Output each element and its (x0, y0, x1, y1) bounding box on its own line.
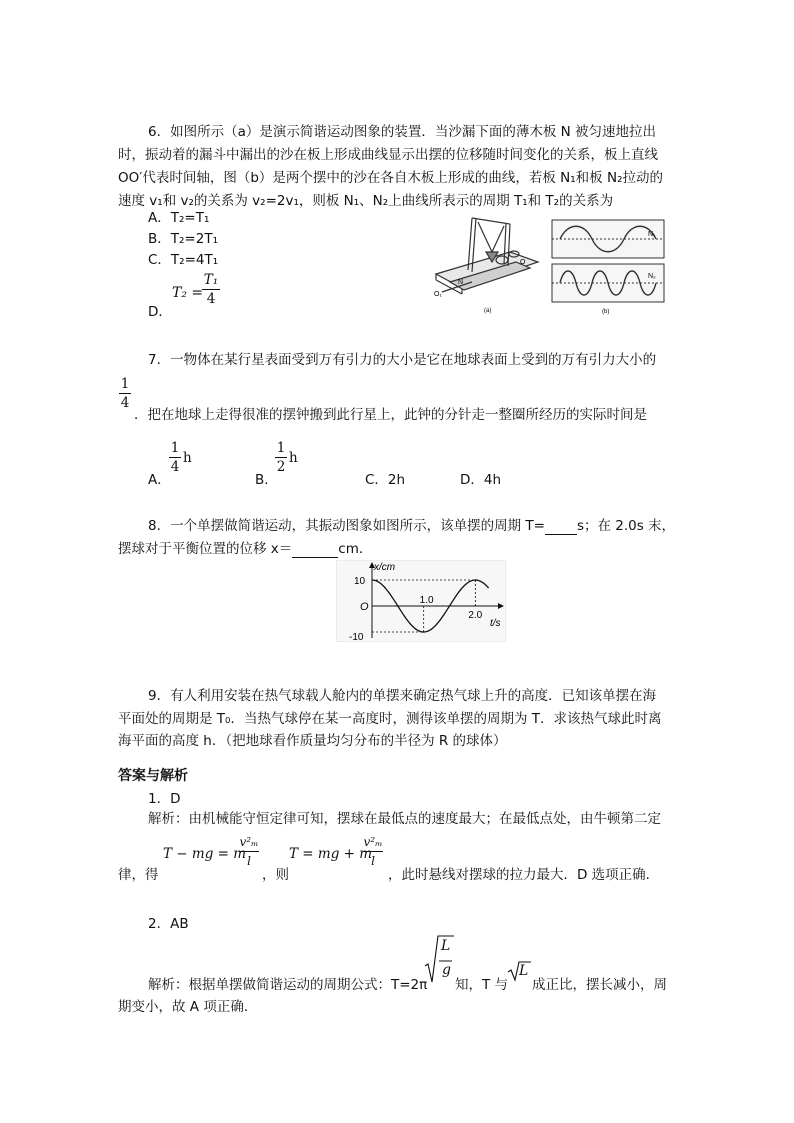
q8-line1 (148, 514, 675, 535)
data-point (436, 624, 437, 625)
x-tick-label: 2.0 (468, 610, 483, 621)
q7-option-b-fraction (275, 440, 287, 475)
q6-line2: 时，振动着的漏斗中漏出的沙在板上形成曲线显示出摆的位移随时间变化的关系，板上直线 (118, 147, 658, 163)
data-point (475, 579, 476, 580)
data-point (410, 624, 411, 625)
q8-line2-text: 摆球对于平衡位置的位移 x＝ (118, 541, 293, 557)
answer-1-title: 1．D (148, 791, 181, 807)
q8-displacement-blank[interactable] (292, 541, 338, 558)
q6-option-c: C．T₂=4T₁ (148, 252, 219, 268)
q7-option-a-unit: h (183, 450, 192, 466)
q6-figure-a-o: O (520, 259, 526, 266)
q8-line2-text-b: cm． (338, 541, 373, 557)
q6-line3: OO′代表时间轴，图（b）是两个摆中的沙在各自木板上形成的曲线，若板 N₁和板 N₂拉动的 (118, 170, 663, 186)
q6-option-d-fraction (202, 272, 220, 307)
q8-line1-text-b: s；在 2.0s 末， (576, 518, 676, 534)
data-point (397, 605, 398, 606)
q7-option-a: A． (148, 472, 171, 488)
answers-heading: 答案与解析 (118, 768, 188, 784)
q6-line1: 6．如图所示（a）是演示简谐运动图象的装置．当沙漏下面的薄木板 N 被匀速地拉出 (148, 124, 657, 140)
origin-label: O (360, 601, 369, 613)
answer-1-eq2-numerator: v²ₘ (363, 835, 383, 849)
q6-option-d: D． (148, 304, 172, 320)
q6-option-a: A．T₂=T₁ (148, 210, 210, 226)
q6-figure-b-label: (b) (602, 309, 610, 315)
answer-1-eq1-denominator: l (247, 854, 251, 868)
y-tick-label: -10 (349, 632, 364, 642)
q6-figure-b-n1: N₁ (648, 231, 656, 238)
q8-chart (336, 560, 506, 642)
q8-period-blank[interactable] (545, 518, 577, 535)
q6-figure-a (432, 212, 544, 316)
q6-figure-b (548, 218, 668, 316)
q6-figure-a-o1: O₁ (434, 291, 442, 298)
answer-2-title: 2．AB (148, 916, 189, 932)
answer-2-line1-c: 成正比，摆长减小，周 (532, 977, 667, 993)
q6-option-d-lhs: T₂ = (172, 285, 204, 301)
q7-fraction (119, 376, 131, 411)
answer-1-eq1: T − mg = m (163, 846, 247, 862)
answer-1-eq1-numerator: v²ₘ (239, 835, 259, 849)
q7-option-b-unit: h (289, 450, 298, 466)
q6-line4: 速度 v₁和 v₂的关系为 v₂=2v₁，则板 N₁、N₂上曲线所表示的周期 T₁和 T₂的关系为 (118, 193, 614, 209)
answer-2-sqrt2-value: L (519, 963, 529, 979)
answer-2-line1-a: 解析：根据单摆做简谐运动的周期公式：T=2π (148, 977, 428, 993)
q6-figure-a-n: N (458, 279, 464, 286)
q7-option-a-fraction (169, 440, 181, 475)
q7-option-a-denominator: 4 (170, 459, 180, 475)
q9-line3: 海平面的高度 h．（把地球看作质量均匀分布的半径为 R 的球体） (118, 733, 507, 749)
q7-option-c: C．2h (365, 472, 406, 488)
q9-line1: 9．有人利用安装在热气球载人舱内的单摆来确定热气球上升的高度．已知该单摆在海 (148, 688, 657, 704)
q8-line1-text: 8．一个单摆做简谐运动，其振动图象如图所示，该单摆的周期 T= (148, 518, 545, 534)
q7-fraction-numerator: 1 (120, 376, 130, 392)
data-point (384, 587, 385, 588)
answer-1-eq2-fraction (363, 834, 383, 869)
answer-2-line2: 期变小，故 A 项正确． (118, 999, 258, 1015)
q6-figure-b-n2: N₂ (648, 273, 656, 280)
answer-1-eq1-fraction (239, 834, 259, 869)
answer-1-eq2: T = mg + m (289, 846, 373, 862)
answer-2-sqrt-denominator: g (442, 962, 451, 978)
q6-figure-a-label: (a) (484, 308, 492, 314)
answer-1-line2-b: ，则 (262, 867, 289, 883)
q7-option-b-denominator: 2 (276, 459, 286, 475)
y-tick-label: 10 (354, 576, 366, 587)
q7-option-b: B． (255, 472, 278, 488)
x-axis-label: t/s (490, 618, 501, 629)
answer-1-eq2-denominator: l (371, 854, 375, 868)
data-point (449, 605, 450, 606)
answer-2-sqrt-numerator: L (441, 938, 451, 954)
answer-2-line1-b: 知，T 与 (455, 977, 509, 993)
data-point (488, 587, 489, 588)
q6-option-b: B．T₂=2T₁ (148, 231, 218, 247)
q9-line2: 平面处的周期是 T₀．当热气球停在某一高度时，测得该单摆的周期为 T．求该热气球此时离 (118, 711, 662, 727)
answer-1-line2-c: ，此时悬线对摆球的拉力最大．D 选项正确． (388, 867, 660, 883)
q7-option-a-numerator: 1 (170, 440, 180, 456)
q8-line2 (118, 537, 372, 558)
y-axis-label: x/cm (374, 562, 396, 573)
q7-option-d: D．4h (460, 472, 502, 488)
x-tick-label: 1.0 (419, 595, 434, 606)
q7-option-b-numerator: 1 (276, 440, 286, 456)
data-point (371, 579, 372, 580)
data-point (423, 631, 424, 632)
q7-line2: ．把在地球上走得很准的摆钟搬到此行星上，此钟的分针走一整圈所经历的实际时间是 (134, 407, 647, 423)
answer-1-line1: 解析：由机械能守恒定律可知，摆球在最低点的速度最大；在最低点处，由牛顿第二定 (148, 811, 661, 827)
answer-1-line2-a: 律，得 (118, 867, 159, 883)
q7-fraction-denominator: 4 (120, 395, 130, 411)
data-point (462, 587, 463, 588)
q6-option-d-numerator: T₁ (203, 272, 219, 288)
q6-option-d-denominator: 4 (206, 291, 216, 307)
q7-line1: 7．一物体在某行星表面受到万有引力的大小是它在地球表面上受到的万有引力大小的 (148, 352, 657, 368)
